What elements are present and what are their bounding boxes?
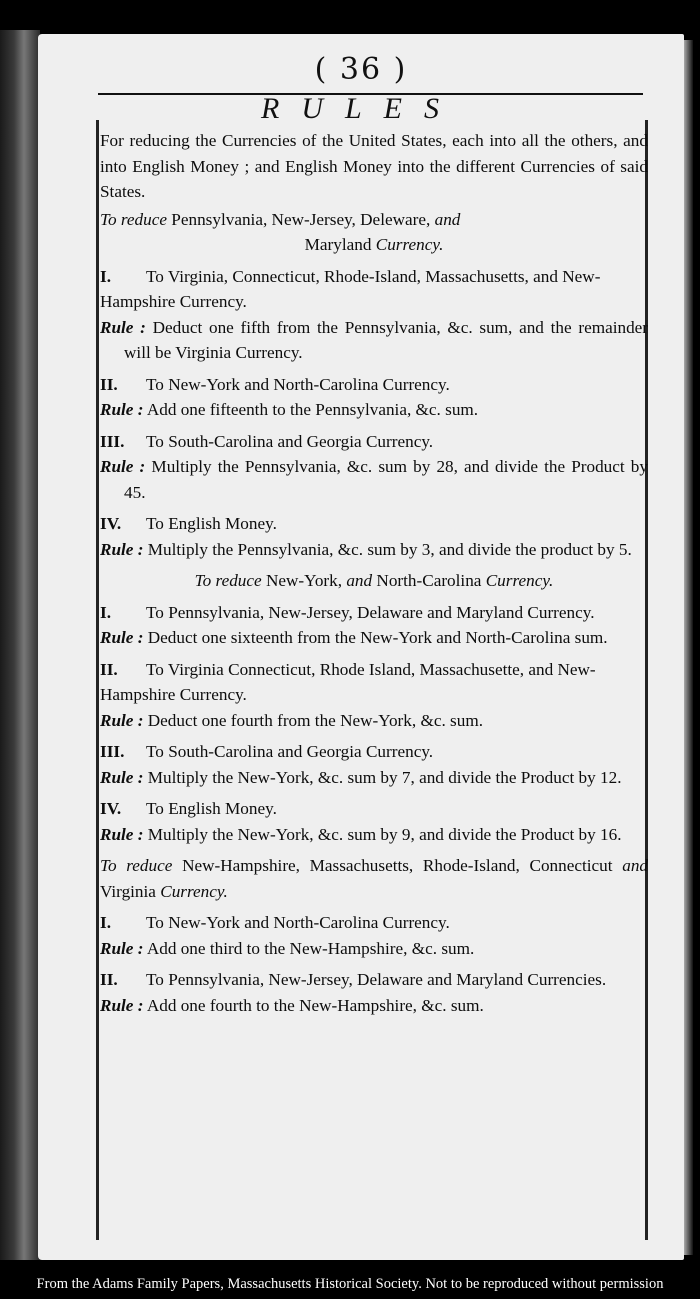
list-item <box>100 264 648 366</box>
section-heading-prefix: To reduce <box>194 571 262 590</box>
rule-label: Rule : <box>100 995 144 1015</box>
list-item <box>100 600 648 651</box>
section-heading <box>100 568 648 594</box>
section-heading-suffix: Currency. <box>375 235 444 254</box>
list-item <box>100 657 648 734</box>
rule-text: Multiply the New-York, &c. sum by 9, and divide the Product by 16. <box>147 824 622 844</box>
item-number: III. <box>100 742 125 761</box>
section-heading-state: North-Carolina <box>376 571 482 590</box>
item-number: I. <box>100 913 111 932</box>
item-number: II. <box>100 659 118 679</box>
item-target: To Pennsylvania, New-Jersey, Delaware and Maryland Currencies. <box>146 970 607 989</box>
item-number: I. <box>100 266 111 286</box>
page-content <box>100 128 648 1018</box>
rule-label: Rule : <box>100 628 144 647</box>
section-heading <box>100 853 648 904</box>
rule-label: Rule : <box>100 710 144 730</box>
item-number: II. <box>100 970 118 989</box>
item-target: To South-Carolina and Georgia Currency. <box>146 742 434 761</box>
section-heading-state: Maryland <box>304 235 372 254</box>
rule-text: Add one third to the New-Hampshire, &c. sum. <box>146 938 475 958</box>
book-page <box>38 34 684 1260</box>
item-target: To New-York and North-Carolina Currency. <box>146 913 450 932</box>
rule-label: Rule : <box>100 767 144 787</box>
page-edge <box>683 40 693 1255</box>
rule-label: Rule : <box>100 824 144 844</box>
page-heading: RULES <box>261 92 461 125</box>
rule-text: Deduct one fifth from the Pennsylvania, &c. sum, and the remainder will be Virginia Currency. <box>124 317 649 362</box>
section-heading-suffix: Currency. <box>160 881 228 901</box>
section-heading-and: and <box>346 571 373 590</box>
item-target: To Virginia Connecticut, Rhode Island, Massachusette, and New-Hampshire Currency. <box>100 659 596 704</box>
item-target: To English Money. <box>146 514 277 533</box>
list-item <box>100 796 648 847</box>
item-target: To South-Carolina and Georgia Currency. <box>146 431 434 451</box>
section-heading-states: Pennsylvania, New-Jersey, Deleware, <box>171 209 431 229</box>
item-number: II. <box>100 374 118 394</box>
section-heading-and: and <box>622 856 649 875</box>
item-target: To New-York and North-Carolina Currency. <box>146 374 450 394</box>
item-number: IV. <box>100 799 122 818</box>
copyright-footer: From the Adams Family Papers, Massachusetts Historical Society. Not to be reproduced without permission <box>36 1276 664 1292</box>
list-item <box>100 511 648 562</box>
section-heading-line2 <box>100 232 648 258</box>
rule-label: Rule : <box>100 457 146 476</box>
section-heading-prefix: To reduce <box>100 209 167 229</box>
rule-label: Rule : <box>100 539 144 559</box>
section-heading-states: New-Hampshire, Massachusetts, Rhode-Island, Connecticut <box>182 856 613 875</box>
section-heading-suffix: Currency. <box>485 571 554 590</box>
item-target: To Pennsylvania, New-Jersey, Delaware and Maryland Currency. <box>146 602 595 622</box>
list-item <box>100 967 648 1018</box>
intro-text: For reducing the Currencies of the United States, each into all the others, and into English Money ; and English Money into the different Currencies of said States. <box>100 131 648 201</box>
rule-label: Rule : <box>100 400 144 419</box>
rule-text: Deduct one fourth from the New-York, &c. sum. <box>147 710 484 730</box>
section-heading-and: and <box>434 209 461 229</box>
item-number: I. <box>100 602 111 622</box>
item-target: To English Money. <box>146 799 277 818</box>
section-heading-states: New-York, <box>265 571 343 590</box>
item-target: To Virginia, Connecticut, Rhode-Island, Massachusetts, and New-Hampshire Currency. <box>100 266 601 311</box>
list-item <box>100 910 648 961</box>
section-heading <box>100 207 648 233</box>
rule-text: Multiply the New-York, &c. sum by 7, and divide the Product by 12. <box>147 767 622 787</box>
rule-text: Deduct one sixteenth from the New-York and North-Carolina sum. <box>147 628 608 647</box>
section-heading-state: Virginia <box>100 881 156 901</box>
item-number: III. <box>100 431 125 451</box>
item-number: IV. <box>100 514 122 533</box>
section-heading-prefix: To reduce <box>100 856 173 875</box>
rule-text: Multiply the Pennsylvania, &c. sum by 28, and divide the Product by 45. <box>124 457 648 502</box>
list-item <box>100 372 648 423</box>
rule-text: Multiply the Pennsylvania, &c. sum by 3, and divide the product by 5. <box>147 539 632 559</box>
page-number: ( 36 ) <box>314 52 408 87</box>
list-item <box>100 739 648 790</box>
rule-label: Rule : <box>100 317 146 337</box>
list-item <box>100 429 648 506</box>
book-spine <box>0 30 40 1260</box>
rule-text: Add one fourth to the New-Hampshire, &c. sum. <box>146 995 484 1015</box>
rule-label: Rule : <box>100 938 144 958</box>
rule-text: Add one fifteenth to the Pennsylvania, &c. sum. <box>146 400 479 419</box>
